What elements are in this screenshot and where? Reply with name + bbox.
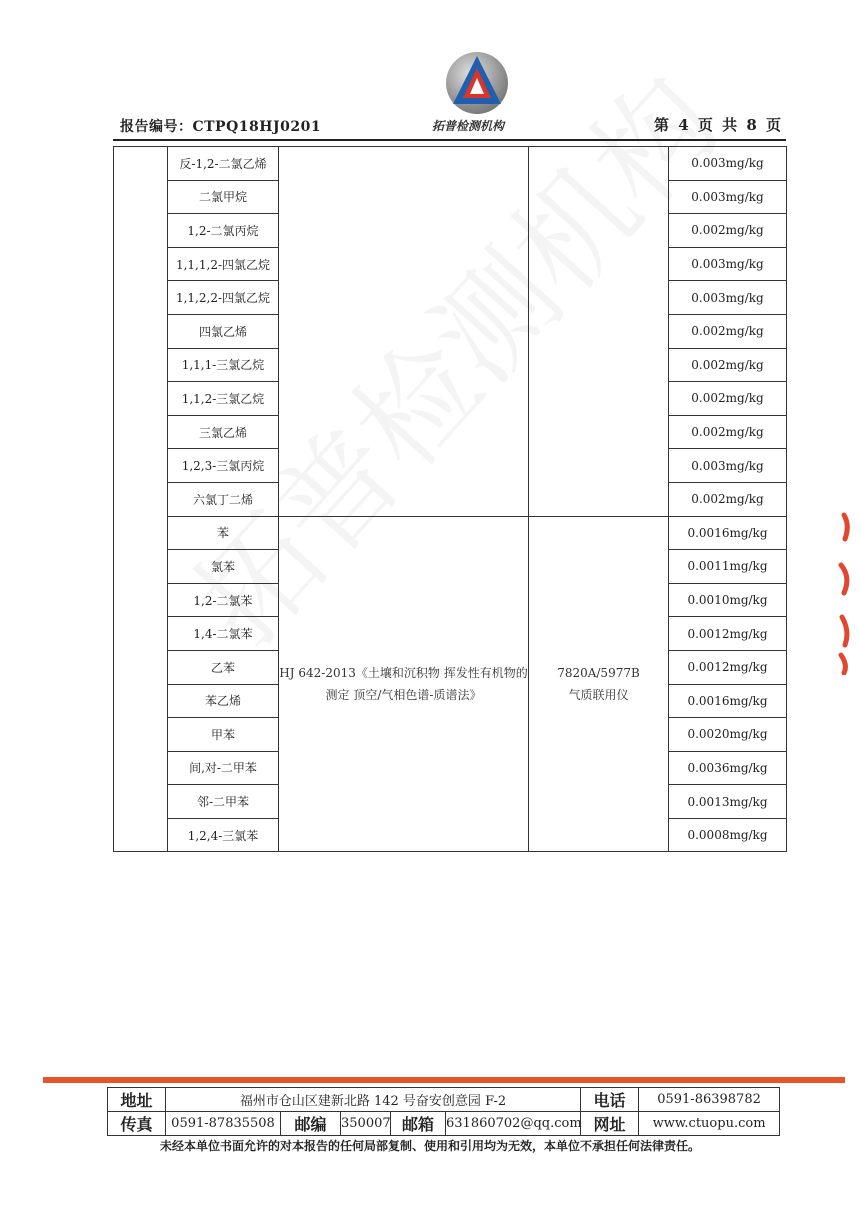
analyte-name: 乙苯 xyxy=(168,650,279,684)
table-row xyxy=(114,147,787,181)
analyte-name: 1,2,3-三氯丙烷 xyxy=(168,449,279,483)
org-logo-icon xyxy=(443,50,511,116)
phone-value: 0591-86398782 xyxy=(639,1088,780,1112)
detection-limit: 0.0012mg/kg xyxy=(669,650,787,684)
fax-label: 传真 xyxy=(108,1112,166,1136)
report-number: 报告编号：CTPQ18HJ0201 xyxy=(120,119,322,135)
detection-limit: 0.002mg/kg xyxy=(669,214,787,248)
detection-limit: 0.0011mg/kg xyxy=(669,550,787,584)
analyte-name: 1,4-二氯苯 xyxy=(168,617,279,651)
detection-limit-table xyxy=(113,146,787,852)
detection-limit: 0.002mg/kg xyxy=(669,415,787,449)
phone-label: 电话 xyxy=(581,1088,639,1112)
table-row xyxy=(114,516,787,550)
analyte-name: 1,1,1,2-四氯乙烷 xyxy=(168,247,279,281)
instrument-cell-empty xyxy=(529,147,669,517)
detection-limit: 0.0036mg/kg xyxy=(669,751,787,785)
analyte-name: 二氯甲烷 xyxy=(168,180,279,214)
postcode-label: 邮编 xyxy=(281,1112,341,1136)
detection-limit: 0.003mg/kg xyxy=(669,247,787,281)
analyte-name: 苯 xyxy=(168,516,279,550)
category-cell xyxy=(114,147,168,852)
method-line-2: 测定 顶空/气相色谱-质谱法》 xyxy=(325,688,482,702)
disclaimer: 未经本单位书面允许的对本报告的任何局部复制、使用和引用均为无效，本单位不承担任何法律责任。 xyxy=(159,1139,700,1153)
analyte-name: 1,1,2,2-四氯乙烷 xyxy=(168,281,279,315)
analyte-name: 1,1,1-三氯乙烷 xyxy=(168,348,279,382)
detection-limit: 0.0020mg/kg xyxy=(669,718,787,752)
analyte-name: 反-1,2-二氯乙烯 xyxy=(168,147,279,181)
detection-limit: 0.0016mg/kg xyxy=(669,516,787,550)
org-name: 拓普检测机构 xyxy=(432,119,505,133)
analyte-name: 间,对-二甲苯 xyxy=(168,751,279,785)
detection-limit: 0.003mg/kg xyxy=(669,147,787,181)
detection-limit: 0.002mg/kg xyxy=(669,314,787,348)
analyte-name: 三氯乙烯 xyxy=(168,415,279,449)
detection-limit: 0.002mg/kg xyxy=(669,382,787,416)
analyte-name: 四氯乙烯 xyxy=(168,314,279,348)
footer-bar xyxy=(43,1077,845,1083)
analyte-name: 1,2-二氯苯 xyxy=(168,583,279,617)
website-label: 网址 xyxy=(581,1112,639,1136)
analyte-name: 1,2,4-三氯苯 xyxy=(168,818,279,852)
detection-limit: 0.002mg/kg xyxy=(669,482,787,516)
instrument-cell xyxy=(529,516,669,852)
address-value: 福州市仓山区建新北路 142 号奋安创意园 F-2 xyxy=(166,1088,581,1112)
method-line-1: HJ 642-2013《土壤和沉积物 挥发性有机物的 xyxy=(279,666,528,680)
header-rule xyxy=(113,139,786,141)
detection-limit: 0.0008mg/kg xyxy=(669,818,787,852)
analyte-name: 1,2-二氯丙烷 xyxy=(168,214,279,248)
analyte-name: 邻-二甲苯 xyxy=(168,785,279,819)
email-value: 631860702@qq.com xyxy=(446,1112,581,1136)
instrument-line-1: 7820A/5977B xyxy=(557,666,640,680)
analyte-name: 苯乙烯 xyxy=(168,684,279,718)
detection-limit: 0.003mg/kg xyxy=(669,281,787,315)
website-value: www.ctuopu.com xyxy=(639,1112,780,1136)
postcode-value: 350007 xyxy=(341,1112,391,1136)
page-number: 第 4 页 共 8 页 xyxy=(654,116,783,134)
detection-limit: 0.0012mg/kg xyxy=(669,617,787,651)
analyte-name: 1,1,2-三氯乙烷 xyxy=(168,382,279,416)
seal-stamp-fragment xyxy=(836,505,856,675)
method-cell-empty xyxy=(279,147,529,517)
detection-limit: 0.003mg/kg xyxy=(669,180,787,214)
address-label: 地址 xyxy=(108,1088,166,1112)
analyte-name: 甲苯 xyxy=(168,718,279,752)
contact-table xyxy=(107,1087,780,1136)
analyte-name: 氯苯 xyxy=(168,550,279,584)
method-cell xyxy=(279,516,529,852)
fax-value: 0591-87835508 xyxy=(166,1112,281,1136)
detection-limit: 0.002mg/kg xyxy=(669,348,787,382)
instrument-line-2: 气质联用仪 xyxy=(568,688,629,702)
detection-limit: 0.003mg/kg xyxy=(669,449,787,483)
email-label: 邮箱 xyxy=(391,1112,446,1136)
detection-limit: 0.0016mg/kg xyxy=(669,684,787,718)
analyte-name: 六氯丁二烯 xyxy=(168,482,279,516)
detection-limit: 0.0013mg/kg xyxy=(669,785,787,819)
detection-limit: 0.0010mg/kg xyxy=(669,583,787,617)
